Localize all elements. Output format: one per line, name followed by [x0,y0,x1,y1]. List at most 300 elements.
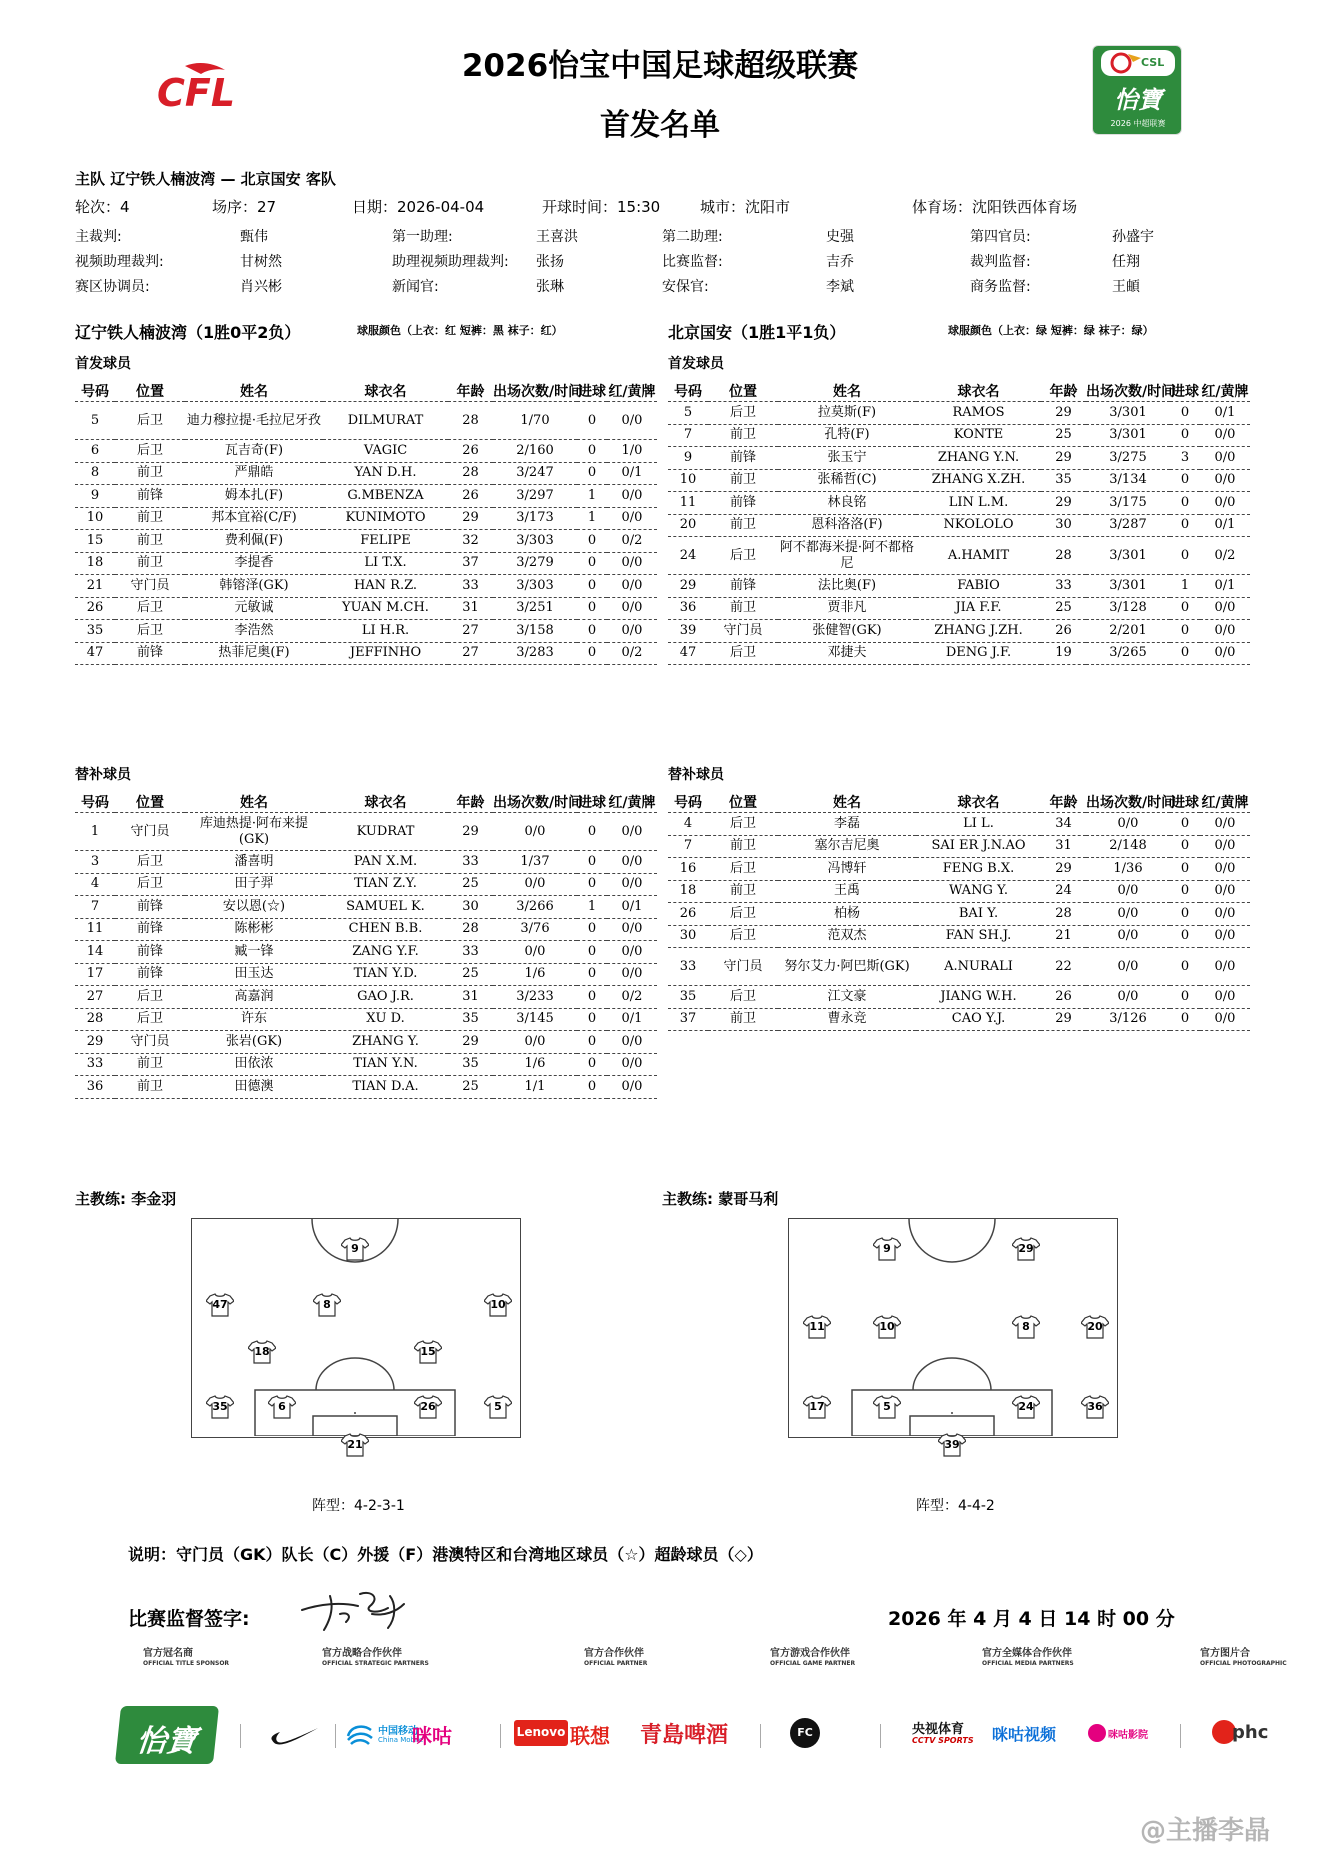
shirt-number: 11 [809,1320,825,1333]
cards: 0/0 [1200,986,1250,1009]
sponsor-label-en: OFFICIAL GAME PARTNER [770,1660,856,1667]
table-row [75,620,657,643]
player-age: 29 [448,1031,493,1054]
player-name: 库迪热提·阿布来提(GK) [185,813,323,851]
player-age: 26 [1041,620,1086,643]
player-shirt-icon [1012,1237,1040,1261]
player-age: 26 [1041,986,1086,1009]
ea-fc-text: FC [797,1726,813,1739]
player-position: 前锋 [115,963,185,986]
player-age: 27 [448,620,493,643]
table-row [668,492,1250,515]
table-row [668,447,1250,470]
table-row [668,1008,1250,1031]
sponsor-label-en: OFFICIAL MEDIA PARTNERS [982,1660,1074,1667]
player-shirt-icon [938,1433,966,1457]
table-row [668,880,1250,903]
table-row [668,925,1250,948]
table-row [75,402,657,440]
official-name: 李斌 [826,279,854,295]
player-age: 31 [448,986,493,1009]
sign-time: 2026 年 4 月 4 日 14 时 00 分 [888,1608,1175,1630]
brand-divider [335,1724,336,1748]
player-shirt-icon [873,1395,901,1419]
player-name: 瓦吉奇(F) [185,440,323,463]
player-number: 9 [75,485,115,508]
player-position: 后卫 [115,440,185,463]
appearances: 3/275 [1086,447,1170,470]
player-position: 后卫 [115,873,185,896]
sponsor-label-en: OFFICIAL PARTNER [584,1660,648,1667]
cards: 0/0 [1200,880,1250,903]
player-name: 姆本扎(F) [185,485,323,508]
official-role: 商务监督: [970,279,1031,295]
cards: 0/0 [1200,642,1250,665]
away-kit: 球服颜色（上衣：绿 短裤：绿 袜子：绿） [948,324,1154,337]
player-number: 35 [75,620,115,643]
player-name: 张玉宁 [778,447,916,470]
goals: 0 [1170,492,1200,515]
appearances: 1/6 [493,963,577,986]
player-age: 25 [1041,597,1086,620]
table-row [668,514,1250,537]
cards: 0/0 [607,485,657,508]
csl-small-text: CSL [1141,56,1165,69]
column-header: 年龄 [448,381,493,402]
player-position: 前卫 [708,835,778,858]
table-row [75,1076,657,1099]
table-row [668,813,1250,836]
appearances: 0/0 [493,873,577,896]
player-number: 11 [668,492,708,515]
sponsor-label-en: OFFICIAL TITLE SPONSOR [143,1660,230,1667]
goals: 0 [1170,948,1200,986]
cmcc-en-text: China Mobile [378,1736,424,1744]
player-shirt-icon [206,1395,234,1419]
table-row [75,552,657,575]
player-number: 47 [75,642,115,665]
cctv-text: 央视体育 [912,1722,965,1737]
player-shirt-icon [1012,1395,1040,1419]
appearances: 0/0 [1086,925,1170,948]
table-row [75,642,657,665]
player-age: 33 [448,575,493,598]
cards: 0/0 [1200,948,1250,986]
goals: 0 [1170,925,1200,948]
player-name: 热菲尼奥(F) [185,642,323,665]
official-name: 王喜洪 [536,229,578,245]
player-position: 后卫 [115,1008,185,1031]
player-age: 25 [448,1076,493,1099]
goals: 0 [577,918,607,941]
shirt-name: FABIO [916,575,1041,598]
player-shirt-icon [803,1395,831,1419]
player-position: 后卫 [708,537,778,575]
goals: 0 [1170,903,1200,926]
table-row [668,402,1250,425]
official-role: 第四官员: [970,229,1031,245]
player-number: 30 [668,925,708,948]
shirt-name: FELIPE [323,530,448,553]
legend-notes: 说明：守门员（GK）队长（C）外援（F）港澳特区和台湾地区球员（☆）超龄球员（◇） [128,1545,763,1564]
player-name: 田子羿 [185,873,323,896]
player-number: 4 [668,813,708,836]
official-name: 张琳 [536,279,564,295]
player-name: 李提香 [185,552,323,575]
player-position: 守门员 [708,948,778,986]
table-row [75,896,657,919]
appearances: 3/128 [1086,597,1170,620]
player-number: 17 [75,963,115,986]
round: 轮次：4 [75,198,130,216]
goals: 0 [577,873,607,896]
goals: 0 [577,402,607,440]
goals: 0 [577,986,607,1009]
city: 城市：沈阳市 [700,198,791,216]
away-starters-label: 首发球员 [668,356,724,372]
player-position: 前锋 [708,447,778,470]
player-position: 前卫 [708,880,778,903]
player-name: 高嘉润 [185,986,323,1009]
player-shirt-icon [414,1340,442,1364]
player-number: 39 [668,620,708,643]
goals: 0 [1170,402,1200,425]
shirt-name: G.MBENZA [323,485,448,508]
brand-divider [760,1724,761,1748]
shirt-name: JIA F.F. [916,597,1041,620]
player-position: 后卫 [708,903,778,926]
player-position: 后卫 [115,597,185,620]
goals: 0 [577,620,607,643]
column-header: 进球 [1170,792,1200,813]
appearances: 0/0 [493,941,577,964]
player-number: 9 [668,447,708,470]
csl-logo-text: 怡寶 [1114,86,1162,114]
player-number: 15 [75,530,115,553]
player-number: 29 [75,1031,115,1054]
cards: 0/0 [607,597,657,620]
table-row [75,941,657,964]
player-age: 26 [448,485,493,508]
away-team-name: 北京国安（1胜1平1负） [668,323,846,342]
appearances: 1/37 [493,851,577,874]
column-header: 红/黄牌 [607,792,657,813]
player-position: 前锋 [708,575,778,598]
player-number: 5 [668,402,708,425]
shirt-name: LIN L.M. [916,492,1041,515]
official-name: 吉乔 [826,254,854,270]
goals: 0 [1170,537,1200,575]
cards: 0/0 [607,620,657,643]
player-age: 29 [1041,492,1086,515]
table-row [75,507,657,530]
shirt-name: DENG J.F. [916,642,1041,665]
appearances: 0/0 [1086,948,1170,986]
table-row [75,1053,657,1076]
player-age: 25 [448,963,493,986]
shirt-name: ZHANG Y. [323,1031,448,1054]
player-name: 臧一锋 [185,941,323,964]
shirt-number: 18 [254,1345,270,1358]
goals: 0 [1170,469,1200,492]
player-number: 7 [668,835,708,858]
column-header: 位置 [115,381,185,402]
goals: 0 [577,963,607,986]
shirt-number: 36 [1087,1400,1103,1413]
cards: 0/0 [1200,597,1250,620]
column-header: 出场次数/时间 [1086,792,1170,813]
player-position: 守门员 [115,575,185,598]
player-age: 29 [1041,1008,1086,1031]
player-number: 33 [75,1053,115,1076]
player-number: 24 [668,537,708,575]
shirt-name: DILMURAT [323,402,448,440]
cards: 0/0 [1200,492,1250,515]
column-header: 红/黄牌 [607,381,657,402]
shirt-number: 5 [494,1400,502,1413]
shirt-name: GAO J.R. [323,986,448,1009]
ea-fc-logo [790,1718,820,1748]
player-position: 后卫 [115,620,185,643]
cmcc-text: 中国移动 [378,1726,418,1737]
player-age: 25 [448,873,493,896]
appearances: 3/251 [493,597,577,620]
table-row [75,918,657,941]
official-role: 助理视频助理裁判: [392,254,509,270]
player-position: 守门员 [115,1031,185,1054]
table-row [75,813,657,851]
player-name: 曹永竞 [778,1008,916,1031]
home-subs-table [75,792,657,1099]
column-header: 出场次数/时间 [493,792,577,813]
cards: 0/0 [607,507,657,530]
appearances: 2/148 [1086,835,1170,858]
table-row [668,597,1250,620]
cards: 0/0 [1200,813,1250,836]
player-name: 张健智(GK) [778,620,916,643]
goals: 0 [1170,514,1200,537]
signature-label: 比赛监督签字: [128,1608,250,1630]
appearances: 1/70 [493,402,577,440]
player-name: 元敏诚 [185,597,323,620]
player-age: 33 [448,941,493,964]
player-position: 守门员 [708,620,778,643]
home-formation: 阵型：4-2-3-1 [312,1498,405,1514]
player-number: 14 [75,941,115,964]
shirt-number: 24 [1018,1400,1034,1413]
appearances: 3/76 [493,918,577,941]
player-name: 田玉达 [185,963,323,986]
player-position: 前卫 [115,1053,185,1076]
shirt-name: KONTE [916,424,1041,447]
player-name: 邦本宜裕(C/F) [185,507,323,530]
appearances: 3/158 [493,620,577,643]
player-shirt-icon [341,1237,369,1261]
cards: 0/0 [1200,447,1250,470]
cards: 0/0 [1200,620,1250,643]
appearances: 0/0 [493,1031,577,1054]
page-title: 2026怡宝中国足球超级联赛 [461,48,859,84]
player-position: 后卫 [708,858,778,881]
away-subs-table [668,792,1250,1031]
shirt-name: FENG B.X. [916,858,1041,881]
player-shirt-icon [248,1340,276,1364]
player-shirt-icon [484,1293,512,1317]
player-number: 29 [668,575,708,598]
player-position: 前锋 [708,492,778,515]
table-row [75,530,657,553]
appearances: 3/301 [1086,537,1170,575]
cards: 0/0 [607,873,657,896]
cards: 0/1 [1200,575,1250,598]
table-row [668,835,1250,858]
shirt-number: 20 [1087,1320,1103,1333]
brand-divider [240,1724,241,1748]
shirt-name: LI T.X. [323,552,448,575]
appearances: 3/265 [1086,642,1170,665]
player-number: 37 [668,1008,708,1031]
official-role: 比赛监督: [662,254,723,270]
appearances: 3/247 [493,462,577,485]
player-number: 10 [75,507,115,530]
shirt-name: ZHANG Y.N. [916,447,1041,470]
shirt-number: 8 [323,1298,331,1311]
appearances: 3/173 [493,507,577,530]
shirt-name: JEFFINHO [323,642,448,665]
player-number: 6 [75,440,115,463]
player-age: 37 [448,552,493,575]
cards: 0/0 [1200,903,1250,926]
player-name: 孔特(F) [778,424,916,447]
player-position: 后卫 [115,402,185,440]
column-header: 姓名 [778,381,916,402]
supervisor-signature [300,1584,430,1636]
shirt-number: 9 [351,1242,359,1255]
player-position: 守门员 [115,813,185,851]
shirt-name: A.HAMIT [916,537,1041,575]
player-name: 李磊 [778,813,916,836]
goals: 0 [577,1008,607,1031]
sponsor-label: 官方合作伙伴 [584,1648,644,1659]
home-starters-table [75,381,657,665]
table-row [668,537,1250,575]
shirt-name: ZHANG J.ZH. [916,620,1041,643]
cards: 0/0 [1200,925,1250,948]
appearances: 0/0 [1086,903,1170,926]
table-header [75,792,657,813]
player-position: 后卫 [708,642,778,665]
goals: 1 [577,507,607,530]
player-shirt-icon [803,1315,831,1339]
official-role: 视频助理裁判: [75,254,164,270]
goals: 0 [577,1053,607,1076]
shirt-name: CHEN B.B. [323,918,448,941]
player-age: 28 [448,918,493,941]
player-number: 33 [668,948,708,986]
table-header [668,792,1250,813]
table-row [668,469,1250,492]
column-header: 球衣名 [916,381,1041,402]
shirt-number: 10 [490,1298,506,1311]
column-header: 号码 [668,792,708,813]
appearances: 3/266 [493,896,577,919]
cards: 0/0 [607,575,657,598]
column-header: 红/黄牌 [1200,381,1250,402]
player-age: 21 [1041,925,1086,948]
official-name: 甄伟 [240,229,268,245]
player-age: 26 [448,440,493,463]
cards: 0/0 [1200,424,1250,447]
home-starters-label: 首发球员 [75,356,131,372]
player-shirt-icon [873,1237,901,1261]
lenovo-cn-text: 联想 [570,1724,610,1748]
csl-tag: 2026 中超联赛 [1110,119,1166,128]
player-position: 后卫 [115,851,185,874]
goals: 0 [577,440,607,463]
away-formation: 阵型：4-4-2 [916,1498,995,1514]
player-name: 安以恩(☆) [185,896,323,919]
column-header: 球衣名 [323,381,448,402]
cards: 0/0 [607,402,657,440]
appearances: 3/279 [493,552,577,575]
column-header: 出场次数/时间 [1086,381,1170,402]
lenovo-text: Lenovo [516,1725,566,1739]
shirt-name: HAN R.Z. [323,575,448,598]
table-row [668,424,1250,447]
player-name: 柏杨 [778,903,916,926]
shirt-name: KUNIMOTO [323,507,448,530]
home-formation-pitch [191,1218,521,1451]
sponsor-label: 官方图片合 [1200,1648,1250,1659]
table-row [668,986,1250,1009]
shirt-name: BAI Y. [916,903,1041,926]
teams-line: 主队 辽宁铁人楠波湾 — 北京国安 客队 [75,170,336,188]
goals: 0 [577,552,607,575]
cards: 1/0 [607,440,657,463]
column-header: 号码 [668,381,708,402]
shirt-name: ZANG Y.F. [323,941,448,964]
column-header: 位置 [115,792,185,813]
official-name: 孙盛宇 [1112,229,1154,245]
player-name: 冯博轩 [778,858,916,881]
player-shirt-icon [484,1395,512,1419]
appearances: 3/287 [1086,514,1170,537]
player-number: 36 [75,1076,115,1099]
player-name: 田依浓 [185,1053,323,1076]
player-number: 47 [668,642,708,665]
cards: 0/2 [607,530,657,553]
column-header: 球衣名 [916,792,1041,813]
page-subtitle: 首发名单 [600,108,720,143]
player-age: 29 [448,507,493,530]
player-number: 7 [668,424,708,447]
player-name: 贾非凡 [778,597,916,620]
appearances: 3/301 [1086,402,1170,425]
shirt-name: XU D. [323,1008,448,1031]
player-name: 努尔艾力·阿巴斯(GK) [778,948,916,986]
player-name: 费利佩(F) [185,530,323,553]
column-header: 姓名 [778,792,916,813]
player-position: 前卫 [115,1076,185,1099]
shirt-number: 29 [1018,1242,1034,1255]
player-age: 29 [448,813,493,851]
player-position: 前卫 [708,514,778,537]
table-row [668,642,1250,665]
kuaikan-text: 咪咕影院 [1108,1730,1148,1741]
goals: 0 [577,462,607,485]
shirt-name: NKOLOLO [916,514,1041,537]
home-subs-label: 替补球员 [75,767,131,783]
